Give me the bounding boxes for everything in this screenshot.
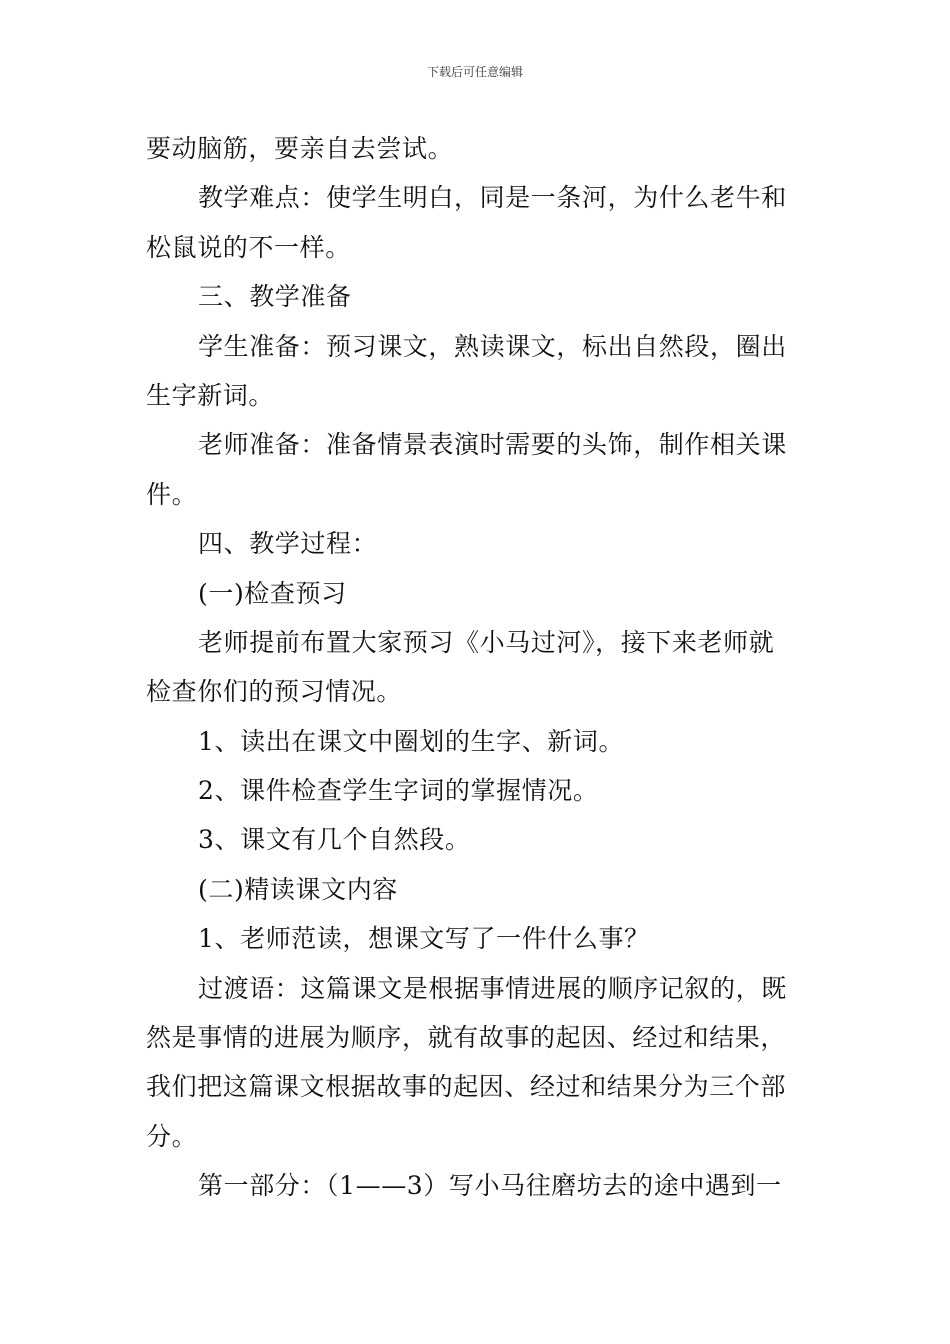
text-line-2: 教学难点：使学生明白，同是一条河，为什么老牛和 <box>198 183 787 213</box>
text-line-19: 然是事情的进展为顺序，就有故事的起因、经过和结果， <box>146 1023 787 1053</box>
text-line-21: 分。 <box>146 1121 198 1151</box>
section-heading-process: 四、教学过程： <box>198 529 378 559</box>
list-item-2: 2、课件检查学生字词的掌握情况。 <box>198 776 599 806</box>
text-line-5: 学生准备：预习课文，熟读课文，标出自然段，圈出 <box>198 331 787 361</box>
subsection-heading-reading: (二)精读课文内容 <box>198 874 398 904</box>
text-line-18: 过渡语：这篇课文是根据事情进展的顺序记叙的，既 <box>198 973 787 1003</box>
header-watermark: 下载后可任意编辑 <box>426 65 523 79</box>
subsection-heading-preview: (一)检查预习 <box>198 578 347 608</box>
text-line-3: 松鼠说的不一样。 <box>146 232 351 262</box>
list-item-3: 3、课文有几个自然段。 <box>198 825 471 855</box>
text-line-1: 要动脑筋，要亲自去尝试。 <box>146 134 454 163</box>
text-line-22: 第一部分：（1——3）写小马往磨坊去的途中遇到一 <box>198 1171 782 1201</box>
text-line-8: 件。 <box>146 479 198 509</box>
text-line-12: 检查你们的预习情况。 <box>146 677 403 707</box>
document-body <box>146 124 811 1211</box>
text-line-17: 1、老师范读，想课文写了一件什么事？ <box>198 924 650 954</box>
page-header <box>0 64 950 80</box>
text-line-6: 生字新词。 <box>146 380 275 410</box>
text-line-11: 老师提前布置大家预习《小马过河》，接下来老师就 <box>198 627 775 657</box>
text-line-20: 我们把这篇课文根据故事的起因、经过和结果分为三个部 <box>146 1072 787 1102</box>
list-item-1: 1、读出在课文中圈划的生字、新词。 <box>198 726 625 756</box>
text-line-7: 老师准备：准备情景表演时需要的头饰，制作相关课 <box>198 430 787 460</box>
section-heading-preparation: 三、教学准备 <box>198 282 352 312</box>
